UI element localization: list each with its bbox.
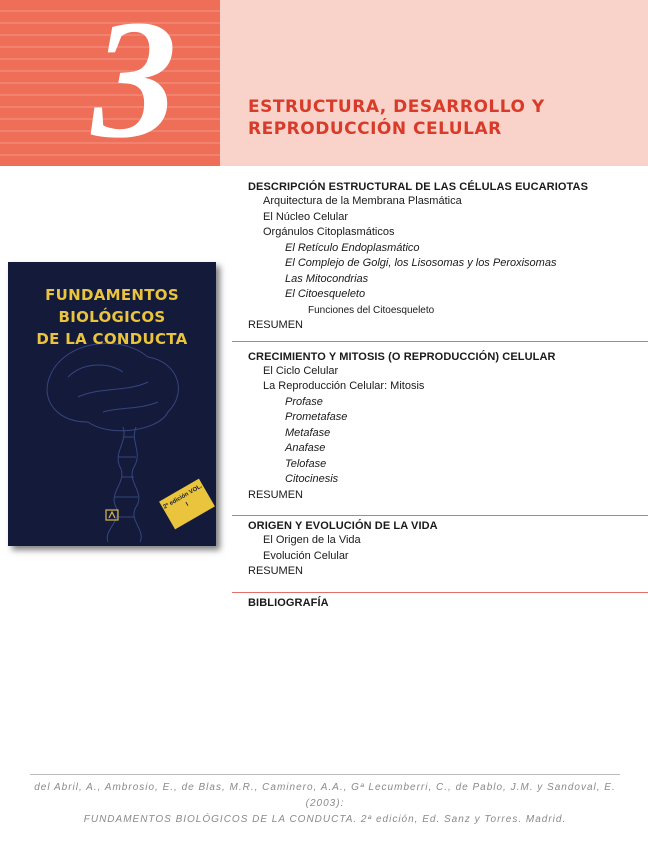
chapter-title: [248, 96, 638, 140]
toc-item: El Núcleo Celular: [263, 210, 348, 223]
resumen-label: RESUMEN: [248, 565, 304, 577]
table-of-contents: [248, 180, 648, 610]
toc-item: Arquitectura de la Membrana Plasmática: [263, 195, 462, 207]
book-cover-image: [8, 262, 216, 546]
publisher-logo-icon: [104, 508, 120, 522]
resumen-label: RESUMEN: [248, 319, 304, 331]
book-title-line2: DE LA CONDUCTA: [36, 330, 188, 348]
book-title: [16, 284, 208, 350]
toc-item: El Origen de la Vida: [263, 534, 361, 546]
toc-subitem: El Retículo Endoplasmático: [285, 241, 420, 254]
section-title: DESCRIPCIÓN ESTRUCTURAL DE LAS CÉLULAS EUCARIOTAS: [248, 181, 589, 193]
section-title: ORIGEN Y EVOLUCIÓN DE LA VIDA: [248, 520, 438, 532]
toc-subitem: Prometafase: [285, 411, 348, 423]
toc-subitem: Telofase: [285, 457, 327, 470]
toc-subitem: El Citoesqueleto: [285, 288, 366, 300]
toc-section: [248, 350, 648, 504]
toc-subitem: El Complejo de Golgi, los Lisosomas y los Peroxisomas: [285, 257, 557, 269]
toc-section: [248, 596, 648, 610]
section-divider: [232, 515, 648, 516]
chapter-title-line2: REPRODUCCIÓN CELULAR: [248, 119, 502, 139]
citation-line1: del Abril, A., Ambrosio, E., de Blas, M.R., Caminero, A.A., Gª Lecumberri, C., de Pablo, J.M. y Sandoval, E. (2003):: [34, 782, 616, 809]
toc-item: Orgánulos Citoplasmáticos: [263, 226, 395, 238]
toc-item: El Ciclo Celular: [263, 364, 339, 377]
toc-item: Evolución Celular: [263, 549, 349, 562]
toc-subitem: Profase: [285, 395, 323, 408]
chapter-number: 3: [92, 0, 177, 166]
resumen-label: RESUMEN: [248, 488, 304, 501]
book-title-line1: FUNDAMENTOS BIOLÓGICOS: [45, 286, 179, 326]
chapter-title-line1: ESTRUCTURA, DESARROLLO Y: [248, 97, 545, 117]
toc-section: [248, 180, 648, 334]
section-title: BIBLIOGRAFÍA: [248, 596, 329, 609]
toc-subitem: Metafase: [285, 426, 331, 439]
section-divider: [232, 592, 648, 593]
section-title: CRECIMIENTO Y MITOSIS (O REPRODUCCIÓN) CELULAR: [248, 350, 556, 363]
toc-subsubitem: Funciones del Citoesqueleto: [308, 304, 435, 316]
citation-footer: [20, 780, 630, 828]
toc-subitem: Anafase: [285, 442, 326, 454]
toc-section: [248, 519, 648, 580]
edition-badge: 2ª edición VOL. I: [159, 479, 215, 530]
toc-subitem: Citocinesis: [285, 473, 339, 485]
toc-subitem: Las Mitocondrias: [285, 272, 369, 285]
chapter-number-panel: [0, 0, 220, 166]
chapter-title-panel: [220, 0, 648, 166]
citation-line2: FUNDAMENTOS BIOLÓGICOS DE LA CONDUCTA. 2ª edición, Ed. Sanz y Torres. Madrid.: [83, 814, 567, 825]
section-divider: [232, 341, 648, 342]
toc-item: La Reproducción Celular: Mitosis: [263, 380, 425, 392]
footer-divider: [30, 774, 620, 775]
